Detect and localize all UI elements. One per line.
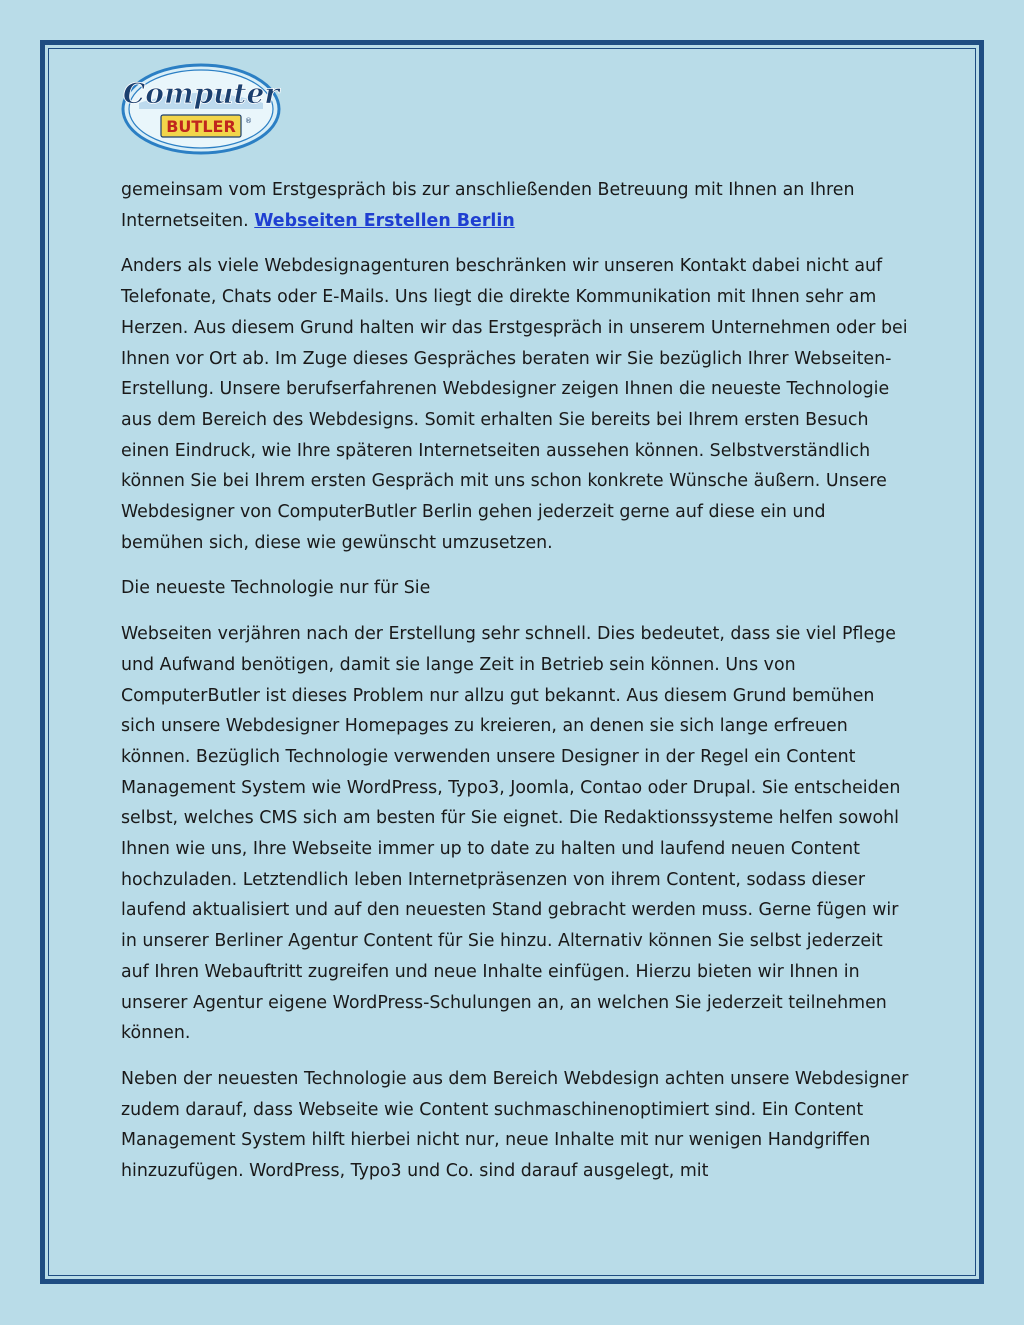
computer-butler-logo <box>121 63 281 155</box>
paragraph-seo: Neben der neuesten Technologie aus dem Bereich Webdesign achten unsere Webdesigner zudem darauf, dass Webseite wie Content suchmaschinenoptimiert sind. Ein Content Management System hilft hierbei nicht nur, neue Inhalte mit nur wenigen Handgriffen hinzuzufügen. WordPress, Typo3 und Co. sind darauf ausgelegt, mit <box>121 1068 909 1182</box>
paragraph-technologie: Webseiten verjähren nach der Erstellung sehr schnell. Dies bedeutet, dass sie viel Pflege und Aufwand benötigen, damit sie lange Zeit in Betrieb sein können. Uns von ComputerButler ist dieses Problem nur allzu gut bekannt. Aus diesem Grund bemühen sich unsere Webdesigner Homepages zu kreieren, an denen sie sich lange erfreuen können. Bezüglich Technologie verwenden unsere Designer in der Regel ein Content Management System wie WordPress, Typo3, Joomla, Contao oder Drupal. Sie entscheiden selbst, welches CMS sich am besten für Sie eignet. Die Redaktionssysteme helfen sowohl Ihnen wie uns, Ihre Webseite immer up to date zu halten und laufend neuen Content hochzuladen. Letztendlich leben Internetpräsenzen von ihrem Content, sodass dieser laufend aktualisiert und auf den neuesten Stand gebracht werden muss. Gerne fügen wir in unserer Berliner Agentur Content für Sie hinzu. Alternativ können Sie selbst jederzeit auf Ihren Webauftritt zugreifen und neue Inhalte einfügen. Hierzu bieten wir Ihnen in unserer Agentur eigene WordPress-Schulungen an, an welchen Sie jederzeit teilnehmen können. <box>121 624 901 1044</box>
logo-bottom-text: BUTLER <box>166 117 236 136</box>
paragraph-intro <box>121 175 911 236</box>
webseiten-erstellen-berlin-link[interactable]: Webseiten Erstellen Berlin <box>254 210 515 231</box>
section-heading: Die neueste Technologie nur für Sie <box>121 578 431 599</box>
document-body <box>121 175 911 1202</box>
paragraph-kontakt: Anders als viele Webdesignagenturen beschränken wir unseren Kontakt dabei nicht auf Telefonate, Chats oder E-Mails. Uns liegt die direkte Kommunikation mit Ihnen sehr am Herzen. Aus diesem Grund halten wir das Erstgespräch in unserem Unternehmen oder bei Ihnen vor Ort ab. Im Zuge dieses Gespräches beraten wir Sie bezüglich Ihrer Webseiten-Erstellung. Unsere berufserfahrenen Webdesigner zeigen Ihnen die neueste Technologie aus dem Bereich des Webdesigns. Somit erhalten Sie bereits bei Ihrem ersten Besuch einen Eindruck, wie Ihre späteren Internetseiten aussehen können. Selbstverständlich können Sie bei Ihrem ersten Gespräch mit uns schon konkrete Wünsche äußern. Unsere Webdesigner von ComputerButler Berlin gehen jederzeit gerne auf diese ein und bemühen sich, diese wie gewünscht umzusetzen. <box>121 256 908 553</box>
logo-top-text: Computer <box>122 77 280 110</box>
logo-registered: ® <box>245 117 252 125</box>
paragraph-intro-text: gemeinsam vom Erstgespräch bis zur anschließenden Betreuung mit Ihnen an Ihren Internetseiten. <box>121 180 855 231</box>
